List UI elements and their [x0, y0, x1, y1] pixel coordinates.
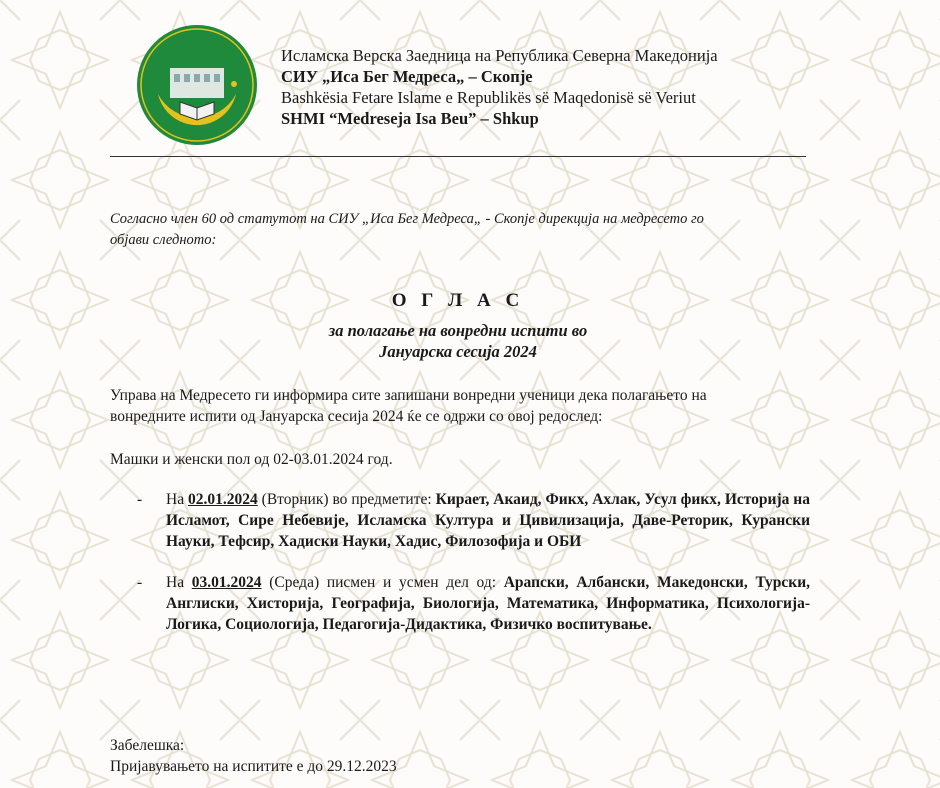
- exam-subjects: Арапски, Албански, Македонски, Турски, Англиски, Хисторија, Географија, Биологија, Математика, Информатика, Психологија-Логика, Социологија, Педагогија-Дидактика, Физичко воспитување.: [166, 574, 810, 633]
- announcement-title: О Г Л А С: [391, 290, 525, 311]
- exam-day-prefix: На: [166, 491, 188, 508]
- subtitle-line-2: Јануарска сесија 2024: [379, 342, 537, 361]
- exam-subjects: Кирает, Акаид, Фикх, Ахлак, Усул фикх, Историја на Исламот, Сире Небевије, Исламска Култура и Цивилизација, Даве-Реторик, Курански Науки, Тефсир, Хадиски Науки, Хадис, Филозофија и ОБИ: [166, 491, 810, 550]
- bullet-dash: -: [137, 574, 143, 591]
- institution-header: [281, 45, 821, 129]
- exam-day-mid: (Среда) писмен и усмен дел од:: [261, 574, 504, 591]
- announcement-subtitle: [110, 320, 806, 362]
- intro-line-2: објави следното:: [110, 232, 217, 248]
- exam-date: 03.01.2024: [191, 574, 262, 591]
- exam-day-mid: (Вторник) во предметите:: [257, 491, 436, 508]
- exam-date: 02.01.2024: [188, 491, 258, 508]
- note-text: Пријавувањето на испитите е до 29.12.2023: [110, 758, 397, 775]
- bullet-dash: -: [137, 491, 143, 508]
- header-divider: [110, 156, 806, 157]
- exam-day-text: [166, 572, 810, 635]
- info-line-2: вонредните испити од Јануарска сесија 2024 ќе се одржи со овој редослед:: [110, 408, 603, 425]
- header-line-al: Bashkësia Fetare Islame e Republikës së Maqedonisë së Veriut: [281, 88, 696, 107]
- exam-day-item: [110, 489, 810, 552]
- subtitle-line-1: за полагање на вонредни испити во: [328, 321, 588, 340]
- note-section: [110, 735, 610, 777]
- info-paragraph: [110, 385, 810, 427]
- note-label: Забелешка:: [110, 737, 185, 754]
- intro-text: [110, 209, 806, 251]
- medresa-logo: [136, 24, 258, 146]
- gender-dates-line: Машки и женски пол од 02-03.01.2024 год.: [110, 451, 393, 468]
- intro-line-1: Согласно член 60 од статутот на СИУ „Иса Бег Медреса„ - Скопје дирекција на медресето го: [110, 211, 704, 227]
- info-line-1: Управа на Медресето ги информира сите запишани вонредни ученици дека полагањето на: [110, 387, 707, 404]
- exam-day-text: [166, 489, 810, 552]
- exam-day-prefix: На: [166, 574, 192, 591]
- header-line-al-school: SHMI “Medreseja Isa Beu” – Shkup: [281, 109, 539, 128]
- header-line-mk: Исламска Верска Заедница на Република Северна Македонија: [281, 46, 718, 65]
- header-line-mk-school: СИУ „Иса Бег Медреса„ – Скопје: [281, 67, 533, 86]
- exam-day-item: [110, 572, 810, 635]
